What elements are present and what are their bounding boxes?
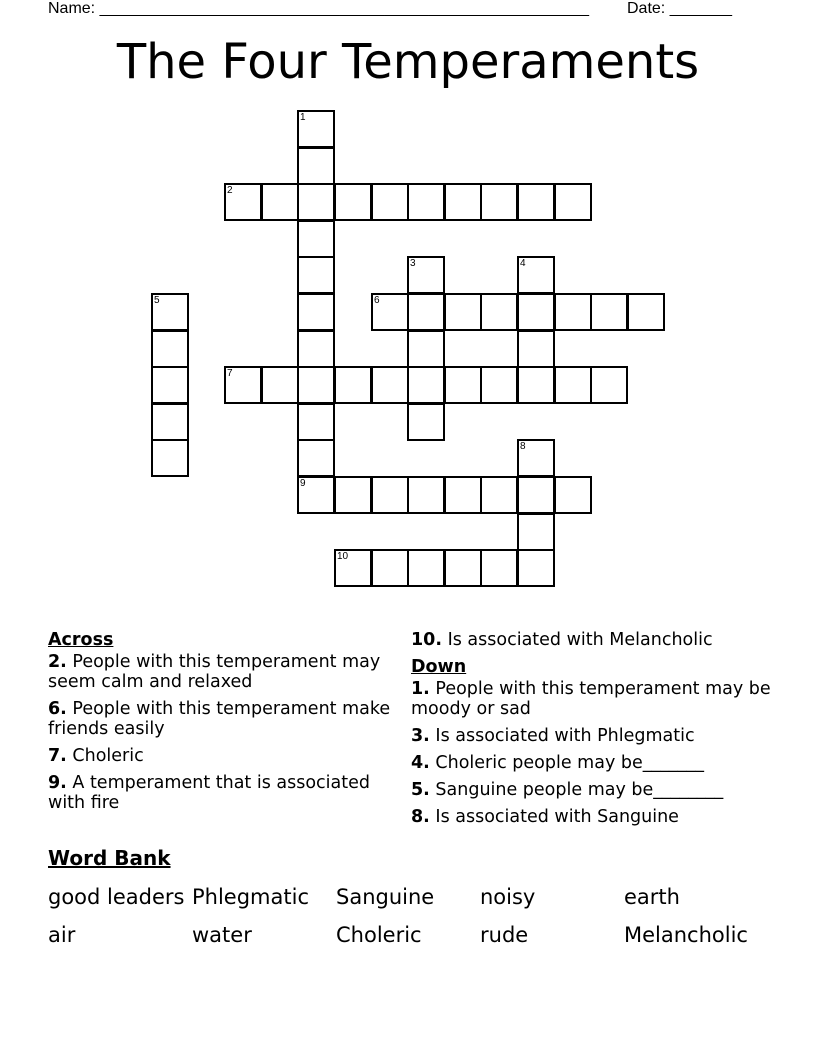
- clue-number: 10.: [411, 630, 443, 650]
- clue-number: 4.: [411, 753, 430, 773]
- grid-cell[interactable]: [371, 293, 409, 331]
- grid-cell[interactable]: [444, 366, 482, 404]
- clue-number: 3.: [411, 726, 430, 746]
- grid-cell[interactable]: [480, 366, 518, 404]
- grid-cell[interactable]: [480, 549, 518, 587]
- grid-cell[interactable]: [517, 366, 555, 404]
- clue-number: 7.: [48, 746, 67, 766]
- clue-text: Is associated with Melancholic: [447, 630, 713, 650]
- word-bank-item: Choleric: [336, 923, 422, 947]
- grid-cell[interactable]: [224, 366, 262, 404]
- grid-cell[interactable]: [297, 403, 335, 441]
- grid-cell[interactable]: [261, 183, 299, 221]
- grid-cell[interactable]: [444, 549, 482, 587]
- word-bank-item: Melancholic: [624, 923, 748, 947]
- grid-cell[interactable]: [517, 183, 555, 221]
- clue-number-label: 7: [227, 368, 233, 379]
- grid-cell[interactable]: [407, 549, 445, 587]
- grid-cell[interactable]: [517, 439, 555, 477]
- grid-cell[interactable]: [334, 183, 372, 221]
- clue-number-label: 4: [520, 258, 526, 269]
- clue-down-4: [411, 753, 771, 773]
- grid-cell[interactable]: [151, 293, 189, 331]
- grid-cell[interactable]: [297, 366, 335, 404]
- grid-cell[interactable]: [334, 549, 372, 587]
- clue-text: Choleric people may be_______: [435, 753, 704, 773]
- clue-number: 5.: [411, 780, 430, 800]
- clue-number-label: 8: [520, 441, 526, 452]
- down-heading: Down: [411, 657, 467, 677]
- word-bank-title: Word Bank: [48, 846, 171, 870]
- clue-text: People with this temperament may be moody or sad: [411, 679, 771, 719]
- grid-cell[interactable]: [554, 293, 592, 331]
- grid-cell[interactable]: [371, 183, 409, 221]
- clue-text: A temperament that is associated with fire: [48, 773, 370, 813]
- grid-cell[interactable]: [407, 330, 445, 368]
- clue-down-8: [411, 807, 771, 827]
- clue-number-label: 9: [300, 478, 306, 489]
- grid-cell[interactable]: [517, 476, 555, 514]
- grid-cell[interactable]: [444, 293, 482, 331]
- clue-text: Is associated with Sanguine: [435, 807, 679, 827]
- word-bank-item: air: [48, 923, 76, 947]
- grid-cell[interactable]: [444, 183, 482, 221]
- grid-cell[interactable]: [407, 403, 445, 441]
- grid-cell[interactable]: [371, 366, 409, 404]
- grid-cell[interactable]: [297, 439, 335, 477]
- name-field-label: Name: _______________________________________________________: [48, 0, 589, 17]
- word-bank-item: good leaders: [48, 885, 185, 909]
- grid-cell[interactable]: [371, 549, 409, 587]
- clue-text: People with this temperament make friends easily: [48, 699, 391, 739]
- grid-cell[interactable]: [407, 293, 445, 331]
- grid-cell[interactable]: [517, 513, 555, 551]
- clue-across-7: [48, 746, 393, 766]
- grid-cell[interactable]: [590, 366, 628, 404]
- grid-cell[interactable]: [554, 476, 592, 514]
- clue-number: 6.: [48, 699, 67, 719]
- date-field-label: Date: _______: [627, 0, 732, 17]
- clue-number: 9.: [48, 773, 67, 793]
- grid-cell[interactable]: [517, 549, 555, 587]
- word-bank-item: Sanguine: [336, 885, 435, 909]
- grid-cell[interactable]: [334, 476, 372, 514]
- grid-cell[interactable]: [297, 330, 335, 368]
- clue-across-2: [48, 652, 393, 692]
- grid-cell[interactable]: [297, 183, 335, 221]
- clue-across-9: [48, 773, 393, 813]
- grid-cell[interactable]: [297, 293, 335, 331]
- clue-down-3: [411, 726, 771, 746]
- word-bank-item: earth: [624, 885, 680, 909]
- clue-number: 1.: [411, 679, 430, 699]
- grid-cell[interactable]: [590, 293, 628, 331]
- page-title: The Four Temperaments: [116, 34, 700, 90]
- word-bank-item: noisy: [480, 885, 536, 909]
- grid-cell[interactable]: [297, 256, 335, 294]
- grid-cell[interactable]: [224, 183, 262, 221]
- grid-cell[interactable]: [517, 293, 555, 331]
- grid-cell[interactable]: [151, 403, 189, 441]
- clue-number-label: 3: [410, 258, 416, 269]
- clue-number-label: 1: [300, 112, 306, 123]
- across-heading: Across: [48, 630, 114, 650]
- word-bank-item: Phlegmatic: [192, 885, 309, 909]
- grid-cell[interactable]: [371, 476, 409, 514]
- grid-cell[interactable]: [297, 476, 335, 514]
- grid-cell[interactable]: [297, 110, 335, 148]
- grid-cell[interactable]: [261, 366, 299, 404]
- clue-across-6: [48, 699, 393, 739]
- clue-number-label: 2: [227, 185, 233, 196]
- grid-cell[interactable]: [627, 293, 665, 331]
- grid-cell[interactable]: [554, 366, 592, 404]
- clue-text: Sanguine people may be________: [435, 780, 724, 800]
- grid-cell[interactable]: [151, 366, 189, 404]
- grid-cell[interactable]: [407, 366, 445, 404]
- word-bank-item: water: [192, 923, 252, 947]
- word-bank-item: rude: [480, 923, 529, 947]
- grid-cell[interactable]: [517, 256, 555, 294]
- clue-number-label: 6: [374, 295, 380, 306]
- grid-cell[interactable]: [151, 330, 189, 368]
- grid-cell[interactable]: [480, 183, 518, 221]
- grid-cell[interactable]: [517, 330, 555, 368]
- clue-down-1: [411, 679, 771, 719]
- clue-number: 8.: [411, 807, 430, 827]
- grid-cell[interactable]: [407, 183, 445, 221]
- clues-left-column: [48, 630, 393, 820]
- grid-cell[interactable]: [334, 366, 372, 404]
- clue-down-5: [411, 780, 771, 800]
- clue-number: 2.: [48, 652, 67, 672]
- clue-number-label: 5: [154, 295, 160, 306]
- clue-text: People with this temperament may seem calm and relaxed: [48, 652, 381, 692]
- grid-cell[interactable]: [480, 476, 518, 514]
- grid-cell[interactable]: [444, 476, 482, 514]
- grid-cell[interactable]: [407, 476, 445, 514]
- clue-across-10: [411, 630, 771, 650]
- grid-cell[interactable]: [407, 256, 445, 294]
- clues-right-column: [411, 630, 771, 834]
- grid-cell[interactable]: [151, 439, 189, 477]
- grid-cell[interactable]: [480, 293, 518, 331]
- grid-cell[interactable]: [297, 147, 335, 185]
- grid-cell[interactable]: [554, 183, 592, 221]
- clue-text: Is associated with Phlegmatic: [435, 726, 695, 746]
- clue-number-label: 10: [337, 551, 349, 562]
- grid-cell[interactable]: [297, 220, 335, 258]
- clue-text: Choleric: [72, 746, 144, 766]
